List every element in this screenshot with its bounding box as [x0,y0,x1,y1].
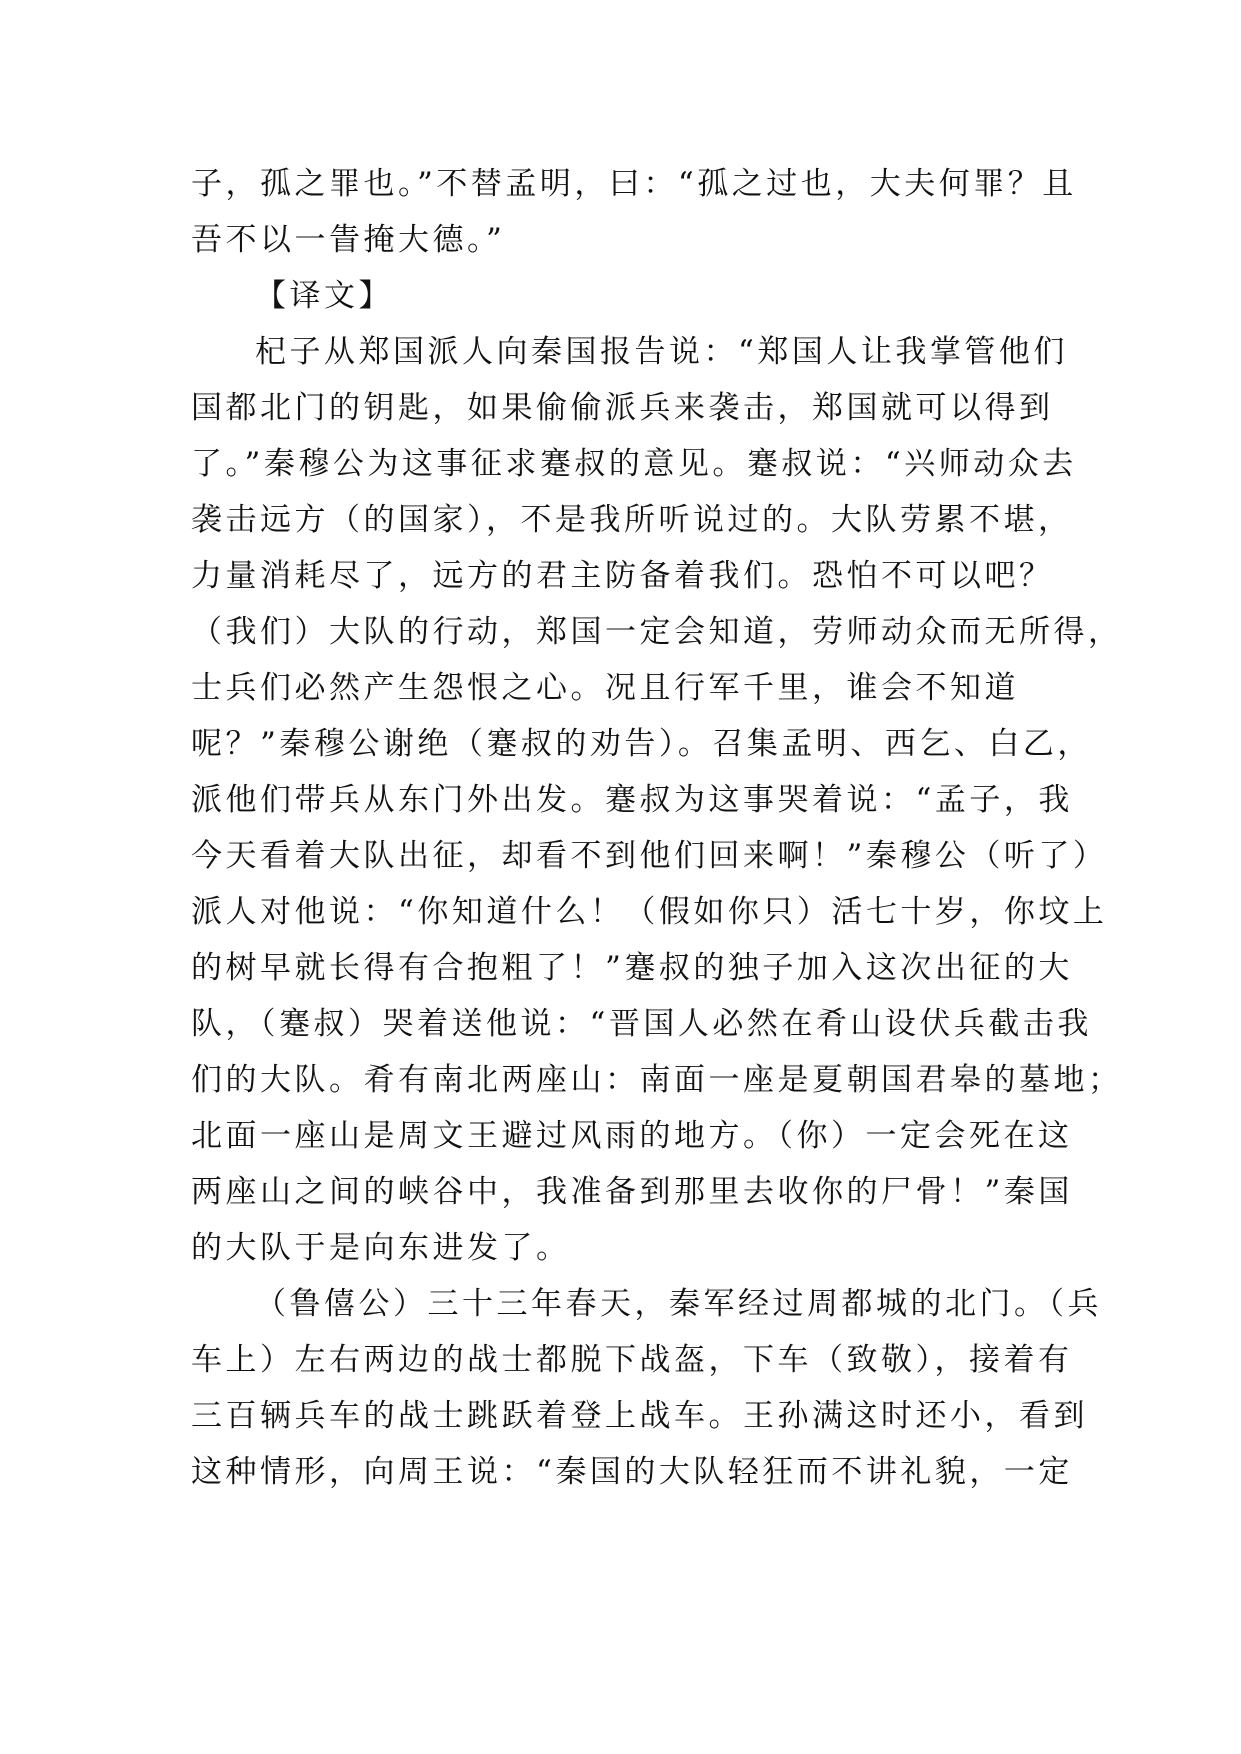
text-line: 的树早就长得有合抱粗了！”蹇叔的独子加入这次出征的大 [191,950,1073,986]
text-line: 北面一座山是周文王避过风雨的地方。（你）一定会死在这 [191,1118,1073,1154]
text-line: 今天看着大队出征，却看不到他们回来啊！”秦穆公（听了） [191,838,1108,874]
text-line: 这种情形，向周王说：“秦国的大队轻狂而不讲礼貌，一定 [191,1454,1073,1490]
text-line: 派他们带兵从东门外出发。蹇叔为这事哭着说：“孟子，我 [191,782,1073,818]
text-line: 袭击远方（的国家），不是我所听说过的。大队劳累不堪， [191,502,1073,538]
text-line: 三百辆兵车的战士跳跃着登上战车。王孙满这时还小，看到 [191,1398,1088,1434]
text-line: （鲁僖公）三十三年春天，秦军经过周都城的北门。（兵 [255,1286,1102,1322]
section-heading: 【译文】 [255,278,393,314]
text-line: 车上）左右两边的战士都脱下战盔，下车（致敬），接着有 [191,1342,1073,1378]
text-line: 派人对他说：“你知道什么！（假如你只）活七十岁，你坟上 [191,894,1108,930]
text-line: 了。”秦穆公为这事征求蹇叔的意见。蹇叔说：“兴师动众去 [191,446,1077,482]
text-line: 子，孤之罪也。”不替孟明，曰：“孤之过也，大夫何罪？且 [191,166,1077,202]
text-line: 呢？”秦穆公谢绝（蹇叔的劝告）。召集孟明、西乞、白乙， [191,726,1092,762]
body-text [191,156,1123,1500]
text-line: 队，（蹇叔）哭着送他说：“晋国人必然在肴山设伏兵截击我 [191,1006,1092,1042]
text-line: 吾不以一眚掩大德。” [191,222,506,258]
text-line: 力量消耗尽了，远方的君主防备着我们。恐怕不可以吧？ [191,558,1054,594]
text-line: 士兵们必然产生怨恨之心。况且行军千里，谁会不知道 [191,670,1019,706]
text-line: 的大队于是向东进发了。 [191,1230,571,1266]
text-line: 们的大队。肴有南北两座山：南面一座是夏朝国君皋的墓地； [191,1062,1123,1098]
text-line: （我们）大队的行动，郑国一定会知道，劳师动众而无所得， [191,614,1123,650]
text-line: 两座山之间的峡谷中，我准备到那里去收你的尸骨！”秦国 [191,1174,1073,1210]
text-line: 国都北门的钥匙，如果偷偷派兵来袭击，郑国就可以得到 [191,390,1054,426]
text-line: 杞子从郑国派人向秦国报告说：“郑国人让我掌管他们 [255,334,1068,370]
